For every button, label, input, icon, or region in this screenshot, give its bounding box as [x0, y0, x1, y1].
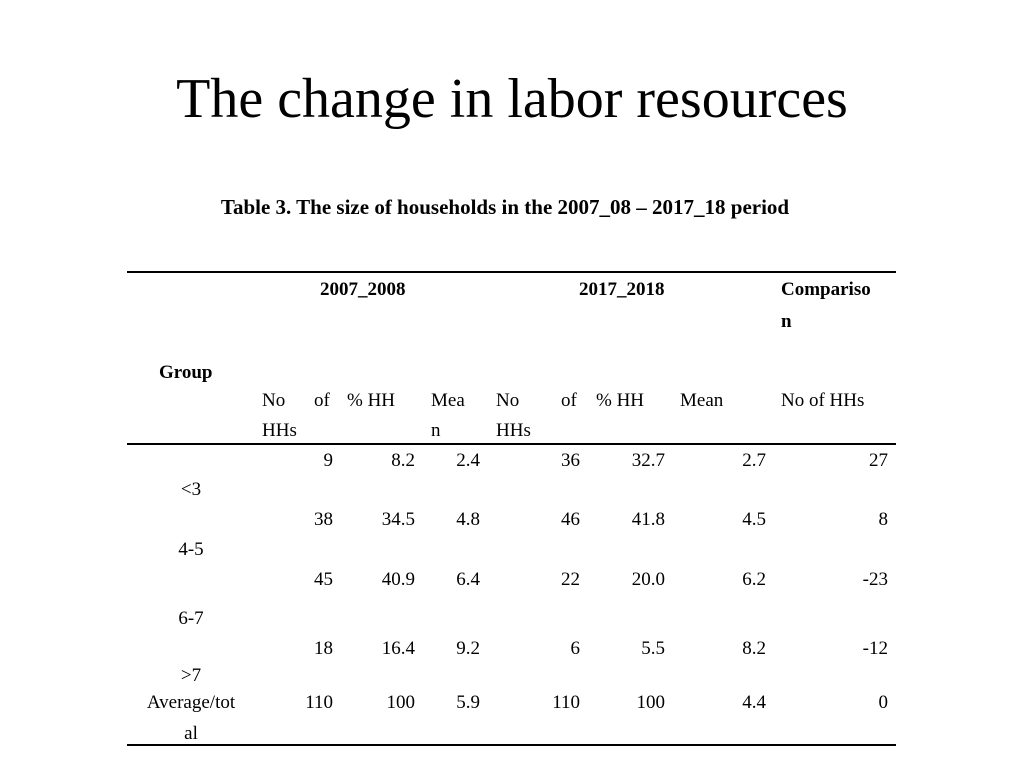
cell-no-hhs-2007: 9 [323, 450, 333, 471]
cell-group: >7 [180, 665, 202, 686]
cell-comparison: 0 [878, 692, 888, 713]
cell-mean-2017: 2.7 [742, 450, 766, 471]
cell-no-hhs-2017: 6 [570, 638, 580, 659]
cell-mean-2017: 8.2 [742, 638, 766, 659]
header-no-hhs-2017-c: HHs [496, 420, 531, 441]
header-no-hhs-2017-a: No [496, 390, 520, 411]
cell-pct-hh-2017: 41.8 [631, 509, 665, 530]
cell-pct-hh-2007: 8.2 [391, 450, 415, 471]
cell-pct-hh-2007: 40.9 [381, 569, 415, 590]
table-caption: Table 3. The size of households in the 2007_08 – 2017_18 period [220, 195, 790, 219]
header-group: Group [159, 362, 213, 383]
cell-group: <3 [180, 479, 202, 500]
cell-mean-2007: 9.2 [456, 638, 480, 659]
cell-pct-hh-2017: 5.5 [641, 638, 665, 659]
cell-group: 4-5 [178, 539, 204, 560]
slide-title: The change in labor resources [176, 68, 848, 130]
header-pct-hh-2007: % HH [347, 390, 396, 411]
cell-comparison: 27 [869, 450, 888, 471]
cell-group-total-line1: Average/tot [146, 692, 236, 713]
cell-no-hhs-2017: 22 [561, 569, 580, 590]
cell-comparison: -23 [862, 569, 888, 590]
cell-comparison: -12 [862, 638, 888, 659]
cell-no-hhs-2007: 110 [305, 692, 333, 713]
cell-no-hhs-2007: 18 [314, 638, 333, 659]
cell-no-hhs-2007: 45 [314, 569, 333, 590]
header-period-2017: 2017_2018 [579, 279, 665, 300]
cell-mean-2007: 5.9 [456, 692, 480, 713]
cell-mean-2007: 4.8 [456, 509, 480, 530]
header-no-hhs-2007-b: of [314, 390, 330, 411]
header-no-hhs-2017-b: of [561, 390, 577, 411]
cell-mean-2007: 6.4 [456, 569, 480, 590]
cell-pct-hh-2007: 16.4 [381, 638, 415, 659]
header-period-2007: 2007_2008 [320, 279, 406, 300]
header-pct-hh-2017: % HH [596, 390, 645, 411]
cell-group: 6-7 [178, 608, 204, 629]
cell-mean-2017: 4.5 [742, 509, 766, 530]
header-comparison-no-hhs: No of HHs [781, 390, 865, 411]
cell-no-hhs-2007: 38 [314, 509, 333, 530]
table-top-rule [127, 271, 896, 273]
cell-pct-hh-2017: 100 [636, 692, 665, 713]
header-mean-2007-a: Mea [431, 390, 465, 411]
cell-comparison: 8 [878, 509, 888, 530]
header-no-hhs-2007-c: HHs [262, 420, 297, 441]
cell-pct-hh-2017: 20.0 [631, 569, 665, 590]
cell-pct-hh-2007: 34.5 [381, 509, 415, 530]
cell-mean-2007: 2.4 [456, 450, 480, 471]
cell-pct-hh-2007: 100 [386, 692, 415, 713]
cell-group-total-line2: al [184, 723, 198, 744]
cell-no-hhs-2017: 46 [561, 509, 580, 530]
header-comparison-line2: n [781, 311, 792, 332]
header-mean-2017: Mean [680, 390, 724, 411]
header-comparison-line1: Compariso [781, 279, 871, 300]
cell-pct-hh-2017: 32.7 [631, 450, 665, 471]
cell-no-hhs-2017: 36 [561, 450, 580, 471]
cell-no-hhs-2017: 110 [552, 692, 580, 713]
cell-mean-2017: 4.4 [742, 692, 766, 713]
header-no-hhs-2007-a: No [262, 390, 286, 411]
header-mean-2007-b: n [431, 420, 441, 441]
cell-mean-2017: 6.2 [742, 569, 766, 590]
